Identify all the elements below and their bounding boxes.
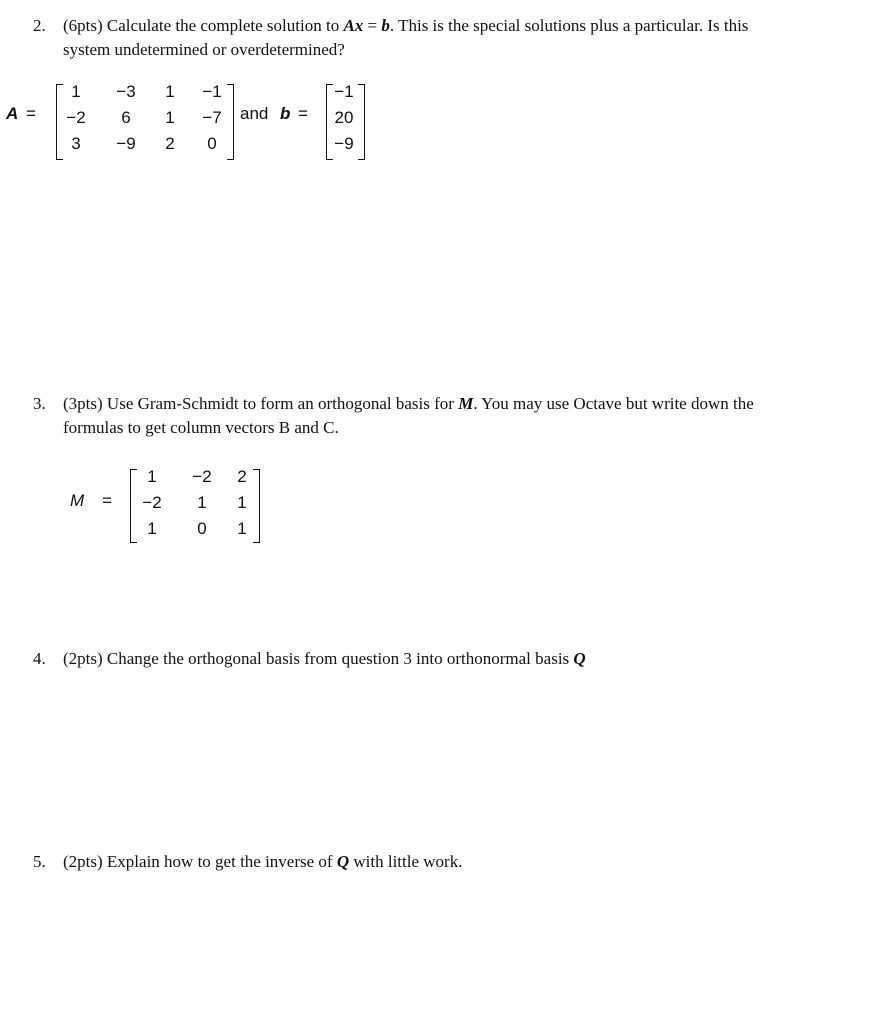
vector-b-body <box>324 78 368 162</box>
question-5-text-b: with little work. <box>353 852 463 871</box>
matrix-M-cell: 1 <box>197 493 207 512</box>
matrix-M-cell: −2 <box>192 467 212 486</box>
question-4-points: (2pts) <box>63 649 103 668</box>
question-5-text-a: Explain how to get the inverse of <box>106 852 333 871</box>
equation-rhs: b <box>381 16 390 35</box>
vector-b-cell: −1 <box>334 82 354 101</box>
symbol-Q: Q <box>336 852 350 871</box>
question-2-text-a: Calculate the complete solution to <box>106 16 340 35</box>
question-2-points: (6pts) <box>63 16 103 35</box>
matrix-A-cell: −1 <box>202 82 222 101</box>
question-5-number: 5. <box>33 852 46 871</box>
matrix-A-cell: 0 <box>207 134 217 153</box>
question-5-text <box>63 850 853 874</box>
symbol-Q: Q <box>573 649 586 668</box>
question-3-points: (3pts) <box>63 394 103 413</box>
question-4-text-a: Change the orthogonal basis from question 3 into orthonormal basis <box>106 649 570 668</box>
question-4-text <box>63 647 853 671</box>
matrix-A-cell: −7 <box>202 108 222 127</box>
matrix-M-cell: 2 <box>237 467 247 486</box>
matrix-M-cell: 0 <box>197 519 207 538</box>
matrix-A-cell: −3 <box>116 82 136 101</box>
equation-sign: = <box>367 16 378 35</box>
matrix-A-body <box>56 78 236 162</box>
question-2-text <box>63 14 853 62</box>
matrix-M-cell: 1 <box>237 519 247 538</box>
matrix-A-cell: 2 <box>165 134 175 153</box>
matrix-A-cell: 1 <box>165 82 175 101</box>
question-3-text-b: . You may use Octave but write down the <box>473 394 754 413</box>
question-3-text-c: formulas to get column vectors B and C. <box>63 418 339 437</box>
matrix-M-equals: = <box>102 491 112 510</box>
matrix-A-cell: −9 <box>116 134 136 153</box>
vector-b-label: b <box>280 104 291 123</box>
matrix-M-cell: 1 <box>147 519 157 538</box>
question-5-points: (2pts) <box>63 852 103 871</box>
matrix-A-cell: 6 <box>121 108 131 127</box>
question-2-text-c: system undetermined or overdetermined? <box>63 40 345 59</box>
matrix-A-label: A <box>6 104 19 123</box>
question-3-text <box>63 392 853 440</box>
vector-b-cell: −9 <box>334 134 354 153</box>
question-4-number: 4. <box>33 649 46 668</box>
matrix-A-cell: 1 <box>165 108 175 127</box>
vector-b-equals: = <box>298 104 308 123</box>
question-3-number: 3. <box>33 394 46 413</box>
question-3-text-a: Use Gram-Schmidt to form an orthogonal basis for <box>106 394 454 413</box>
matrix-A-cell: 3 <box>71 134 81 153</box>
matrix-A-cell: 1 <box>71 82 81 101</box>
matrix-M-label: M <box>70 491 85 510</box>
matrix-equation-A-b <box>0 78 420 168</box>
symbol-M: M <box>458 394 474 413</box>
vector-b-cell: 20 <box>334 108 354 127</box>
question-2-number: 2. <box>33 16 46 35</box>
matrix-M-equation <box>60 463 280 553</box>
matrix-M-body <box>130 463 264 547</box>
matrix-M-cell: 1 <box>147 467 157 486</box>
matrix-M-cell: 1 <box>237 493 247 512</box>
matrix-A-cell: −2 <box>66 108 86 127</box>
matrix-M-cell: −2 <box>142 493 162 512</box>
matrix-A-equals: = <box>26 104 36 123</box>
equation-lhs: Ax <box>343 16 364 35</box>
connector-and: and <box>240 104 269 123</box>
question-2-text-b: . This is the special solutions plus a particular. Is this <box>389 16 749 35</box>
